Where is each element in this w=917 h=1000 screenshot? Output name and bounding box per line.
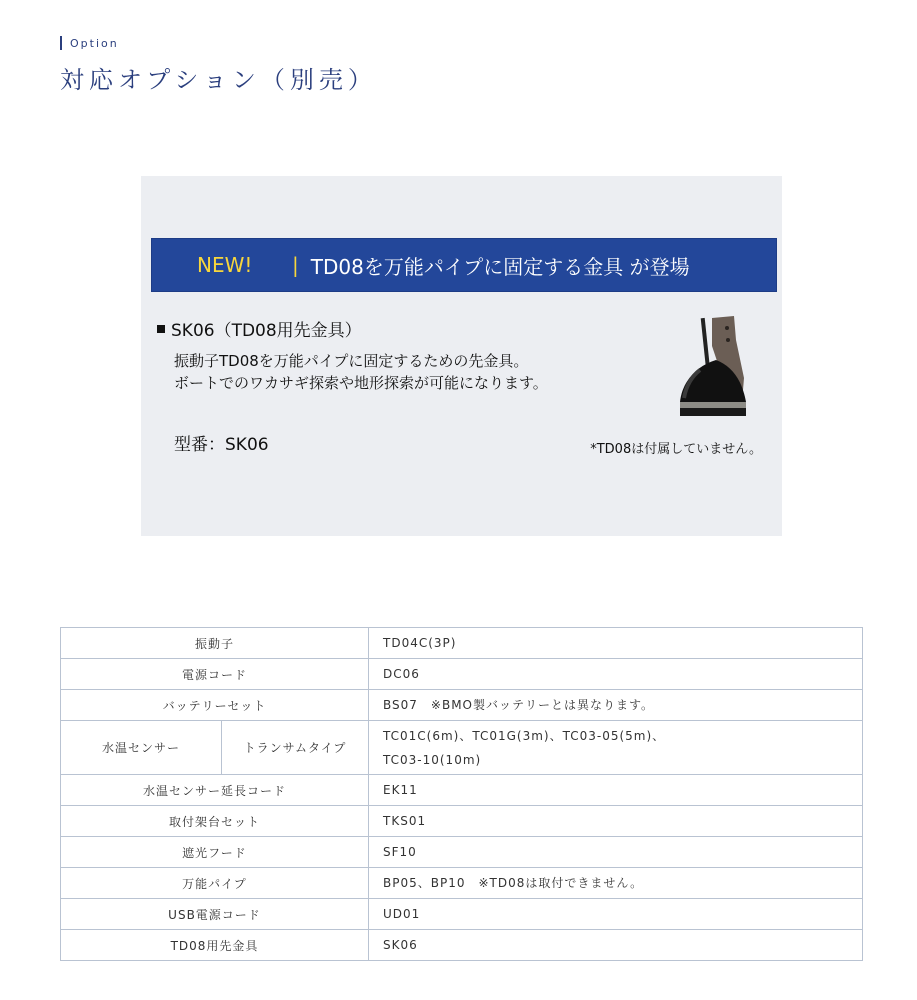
table-row — [61, 659, 863, 690]
product-description — [174, 350, 548, 394]
row-label: 水温センサー — [61, 721, 222, 775]
row-label: TD08用先金具 — [61, 930, 369, 961]
value-line: TC03-10(10m) — [383, 752, 482, 767]
row-value: BP05、BP10 ※TD08は取付できません。 — [369, 868, 863, 899]
row-value — [369, 721, 863, 775]
promo-panel — [141, 176, 782, 536]
row-value: UD01 — [369, 899, 863, 930]
table-row — [61, 628, 863, 659]
new-product-banner — [151, 238, 777, 292]
eyebrow-bar — [60, 36, 62, 50]
row-label: 電源コード — [61, 659, 369, 690]
row-label: 振動子 — [61, 628, 369, 659]
row-value: SF10 — [369, 837, 863, 868]
eyebrow-text: Option — [70, 36, 119, 50]
row-value: EK11 — [369, 775, 863, 806]
table-row — [61, 721, 863, 775]
row-label: 取付架台セット — [61, 806, 369, 837]
row-label: 万能パイプ — [61, 868, 369, 899]
bullet-square-icon — [157, 325, 165, 333]
row-label: USB電源コード — [61, 899, 369, 930]
description-line: 振動子TD08を万能パイプに固定するための先金具。 — [174, 352, 529, 370]
row-value: BS07 ※BMO製バッテリーとは異なります。 — [369, 690, 863, 721]
option-spec-table — [60, 627, 863, 961]
table-row — [61, 930, 863, 961]
table-row — [61, 775, 863, 806]
value-line: TC01C(6m)、TC01G(3m)、TC03-05(5m)、 — [383, 728, 666, 743]
row-sublabel: トランサムタイプ — [222, 721, 369, 775]
page-title: 対応オプション（別売） — [60, 66, 377, 94]
row-value: SK06 — [369, 930, 863, 961]
product-heading — [157, 316, 362, 341]
row-label: 遮光フード — [61, 837, 369, 868]
row-value: DC06 — [369, 659, 863, 690]
table-row — [61, 899, 863, 930]
table-row — [61, 837, 863, 868]
table-row — [61, 868, 863, 899]
section-eyebrow — [60, 36, 119, 50]
sk06-product-image — [676, 310, 756, 430]
table-row — [61, 690, 863, 721]
banner-text: TD08を万能パイプに固定する金具 が登場 — [310, 254, 690, 279]
product-title: SK06（TD08用先金具） — [171, 321, 362, 341]
banner-new-label: NEW! — [197, 253, 253, 277]
row-label: 水温センサー延長コード — [61, 775, 369, 806]
row-value: TD04C(3P) — [369, 628, 863, 659]
banner-separator: | — [292, 253, 299, 277]
model-number: 型番：SK06 — [174, 435, 269, 455]
description-line: ボートでのワカサギ探索や地形探索が可能になります。 — [174, 374, 548, 392]
table-row — [61, 806, 863, 837]
row-label: バッテリーセット — [61, 690, 369, 721]
not-included-note: *TD08は付属していません。 — [590, 442, 762, 457]
row-value: TKS01 — [369, 806, 863, 837]
